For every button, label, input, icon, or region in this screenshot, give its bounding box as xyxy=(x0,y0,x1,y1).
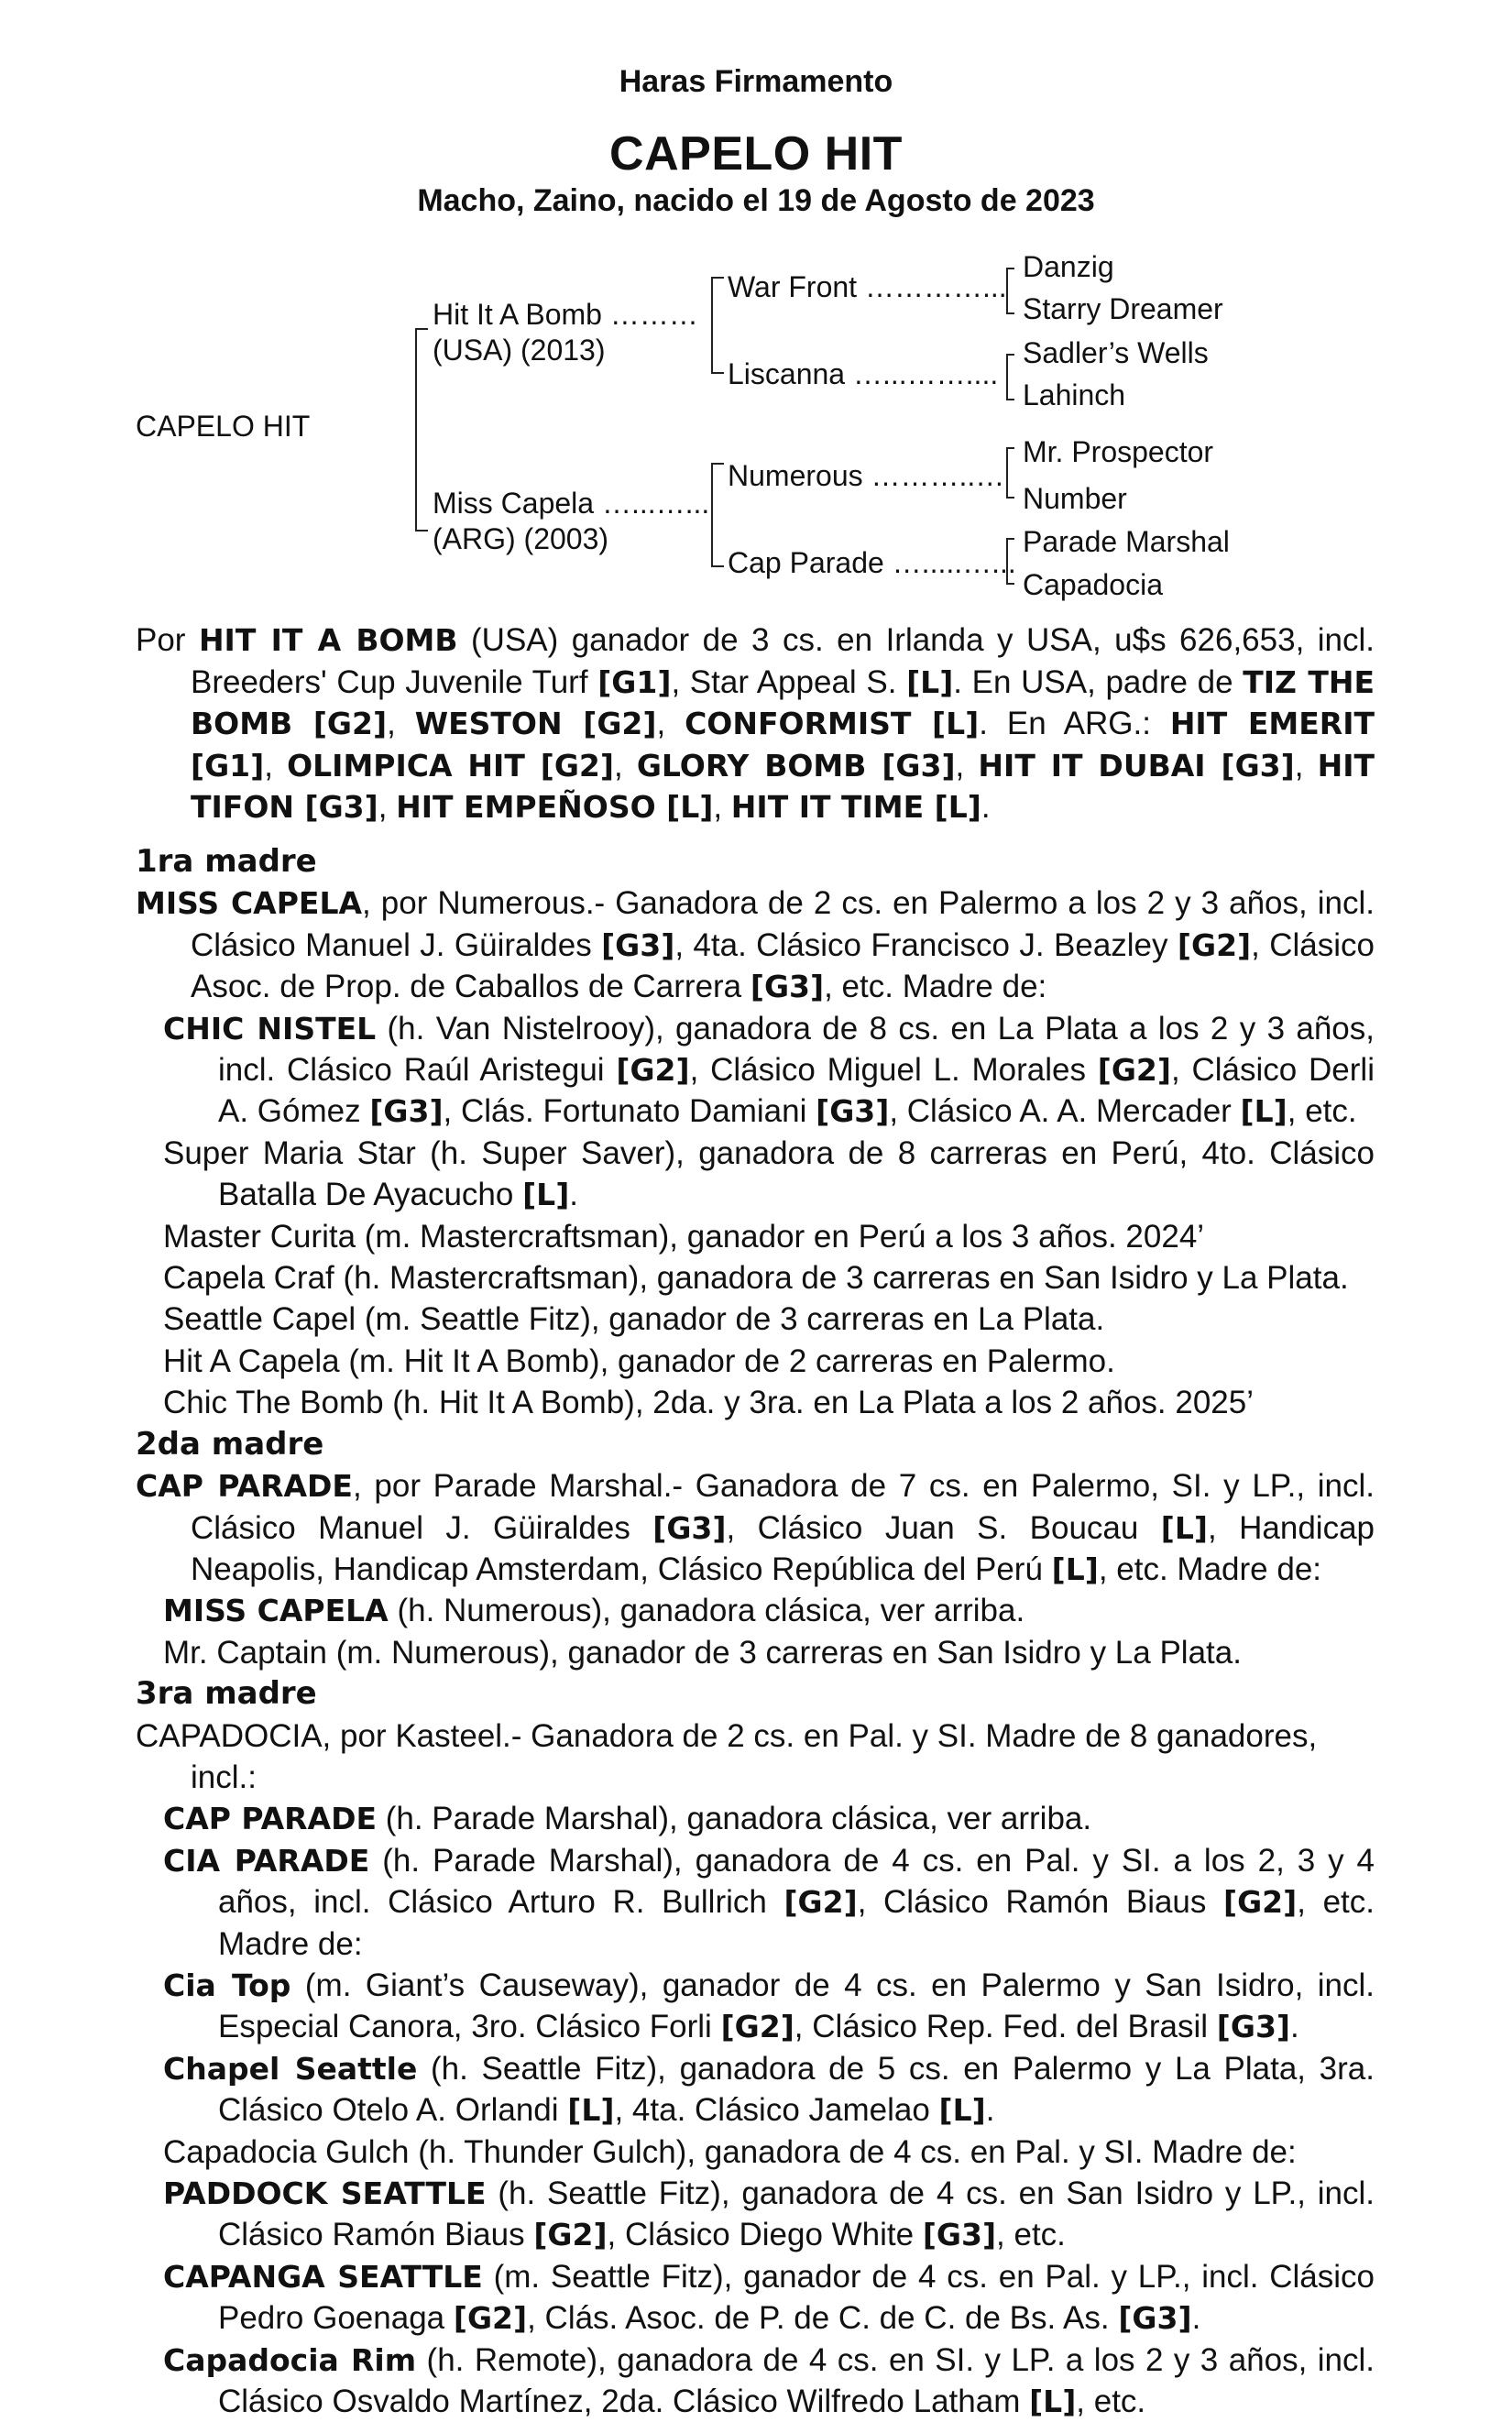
pedigree-bracket xyxy=(711,463,713,565)
first-dam-entry: MISS CAPELA, por Numerous.- Ganadora de 2 cs. en Palermo a los 2 y 3 años, incl. Clásico Manuel J. Güiraldes [G3], 4ta. Clásico Francisco J. Beazley [G2], Clásico Asoc. de Prop. de Caballos de Carrera [G3], etc. Madre de: xyxy=(136,885,1375,1005)
produce-entry: Chic The Bomb (h. Hit It A Bomb), 2da. y 3ra. en La Plata a los 2 años. 2025’ xyxy=(163,1385,1255,1421)
pedigree-dam-origin: (ARG) (2003) xyxy=(433,522,609,555)
produce-entry: Chapel Seattle (h. Seattle Fitz), ganadora de 5 cs. en Palermo y La Plata, 3ra. Clásico Otelo A. Orlandi [L], 4ta. Clásico Jamelao [L]. xyxy=(163,2050,1375,2129)
horse-description: Macho, Zaino, nacido el 19 de Agosto de 2023 xyxy=(417,183,1095,218)
produce-entry: CAPANGA SEATTLE (m. Seattle Fitz), ganador de 4 cs. en Pal. y LP., incl. Clásico Pedro Goenaga [G2], Clás. Asoc. de P. de C. de C. de Bs. As. [G3]. xyxy=(163,2258,1375,2337)
pedigree-ss-dam: Starry Dreamer xyxy=(1023,292,1223,325)
produce-entry: Seattle Capel (m. Seattle Fitz), ganador de 3 carreras en La Plata. xyxy=(163,1301,1105,1338)
sire-description: Por HIT IT A BOMB (USA) ganador de 3 cs. en Irlanda y USA, u$s 626,653, incl. Breeders' Cup Juvenile Turf [G1], Star Appeal S. [L]. En USA, padre de TIZ THE BOMB [G2], WESTON [G2], CONFORMIST [L]. En ARG.: HIT EMERIT [G1], OLIMPICA HIT [G2], GLORY BOMB [G3], HIT IT DUBAI [G3], HIT TIFON [G3], HIT EMPEÑOSO [L], HIT IT TIME [L]. xyxy=(136,622,1375,825)
pedigree-dd-dam: Capadocia xyxy=(1023,568,1163,601)
pedigree-dam-dam: Cap Parade ….....…... xyxy=(728,546,1016,579)
second-dam-heading: 2da madre xyxy=(136,1425,324,1463)
pedigree-bracket-tick xyxy=(711,277,724,279)
pedigree-ss-sire: Danzig xyxy=(1023,250,1114,283)
pedigree-dam: Miss Capela …...…... xyxy=(433,487,710,520)
pedigree-ds-sire: Mr. Prospector xyxy=(1023,435,1214,468)
pedigree-bracket xyxy=(1006,538,1014,585)
pedigree-sire-sire: War Front …………... xyxy=(728,270,1007,303)
pedigree-dd-sire: Parade Marshal xyxy=(1023,525,1230,558)
pedigree-bracket xyxy=(1006,354,1014,400)
produce-entry: CHIC NISTEL (h. Van Nistelrooy), ganadora de 8 cs. en La Plata a los 2 y 3 años, incl. Clásico Raúl Aristegui [G2], Clásico Miguel L. Morales [G2], Clásico Derli A. Gómez [G3], Clás. Fortunato Damiani [G3], Clásico A. A. Mercader [L], etc. xyxy=(163,1010,1375,1130)
pedigree-sire: Hit It A Bomb ……… xyxy=(433,298,698,331)
pedigree-dam-sire: Numerous ………..… xyxy=(728,459,1005,492)
produce-entry: Capadocia Gulch (h. Thunder Gulch), ganadora de 4 cs. en Pal. y SI. Madre de: xyxy=(163,2133,1297,2170)
second-dam-entry: CAP PARADE, por Parade Marshal.- Ganadora de 7 cs. en Palermo, SI. y LP., incl. Clásico Manuel J. Güiraldes [G3], Clásico Juan S. Boucau [L], Handicap Neapolis, Handicap Amsterdam, Clásico República del Perú [L], etc. Madre de: xyxy=(136,1468,1375,1587)
produce-entry: Master Curita (m. Mastercraftsman), ganador en Perú a los 3 años. 2024’ xyxy=(163,1218,1205,1255)
sire-name: HIT IT A BOMB xyxy=(198,622,458,658)
pedigree-sire-dam: Liscanna …...…….... xyxy=(728,357,999,390)
stud-name: Haras Firmamento xyxy=(619,64,893,99)
pedigree-sire-origin: (USA) (2013) xyxy=(433,334,606,367)
pedigree-bracket-tick xyxy=(711,565,724,567)
pedigree-bracket xyxy=(415,328,417,530)
pedigree-subject: CAPELO HIT xyxy=(136,410,311,443)
pedigree-bracket-tick xyxy=(711,372,724,374)
produce-entry: Capela Craf (h. Mastercraftsman), ganadora de 3 carreras en San Isidro y La Plata. xyxy=(163,1260,1349,1297)
sire-paragraph xyxy=(136,619,1375,828)
pedigree-bracket xyxy=(1006,268,1014,314)
horse-title: CAPELO HIT xyxy=(609,127,903,181)
first-dam-heading: 1ra madre xyxy=(136,843,317,880)
produce-entry: CAP PARADE (h. Parade Marshal), ganadora clásica, ver arriba. xyxy=(163,1801,1092,1837)
produce-entry: MISS CAPELA (h. Numerous), ganadora clásica, ver arriba. xyxy=(163,1593,1025,1629)
produce-entry: Mr. Captain (m. Numerous), ganador de 3 carreras en San Isidro y La Plata. xyxy=(163,1634,1242,1671)
pedigree-bracket xyxy=(1006,447,1014,499)
pedigree-bracket-tick xyxy=(711,463,724,465)
dam-families xyxy=(136,841,1375,2422)
produce-entry: Hit A Capela (m. Hit It A Bomb), ganador de 2 carreras en Palermo. xyxy=(163,1343,1115,1379)
produce-entry: Super Maria Star (h. Super Saver), ganadora de 8 carreras en Perú, 4to. Clásico Batalla De Ayacucho [L]. xyxy=(163,1134,1375,1213)
pedigree-bracket-tick xyxy=(415,328,428,330)
third-dam-heading: 3ra madre xyxy=(136,1675,317,1713)
pedigree-sd-sire: Sadler’s Wells xyxy=(1023,336,1209,369)
produce-entry: PADDOCK SEATTLE (h. Seattle Fitz), ganadora de 4 cs. en San Isidro y LP., incl. Clásico Ramón Biaus [G2], Clásico Diego White [G3], etc. xyxy=(163,2175,1375,2253)
pedigree-sd-dam: Lahinch xyxy=(1023,378,1126,411)
pedigree-bracket-tick xyxy=(415,530,428,532)
third-dam-entry: CAPADOCIA, por Kasteel.- Ganadora de 2 cs. en Pal. y SI. Madre de 8 ganadores, incl.: xyxy=(136,1717,1318,1795)
produce-entry: Capadocia Rim (h. Remote), ganadora de 4 cs. en SI. y LP. a los 2 y 3 años, incl. Clásico Osvaldo Martínez, 2da. Clásico Wilfredo Latham [L], etc. xyxy=(163,2341,1375,2420)
produce-entry: CIA PARADE (h. Parade Marshal), ganadora de 4 cs. en Pal. y SI. a los 2, 3 y 4 años, incl. Clásico Arturo R. Bullrich [G2], Clásico Ramón Biaus [G2], etc. Madre de: xyxy=(163,1842,1375,1962)
pedigree-ds-dam: Number xyxy=(1023,482,1127,515)
pedigree-bracket xyxy=(711,277,713,372)
produce-entry: Cia Top (m. Giant’s Causeway), ganador de 4 cs. en Palermo y San Isidro, incl. Especial Canora, 3ro. Clásico Forli [G2], Clásico Rep. Fed. del Brasil [G3]. xyxy=(163,1967,1375,2045)
